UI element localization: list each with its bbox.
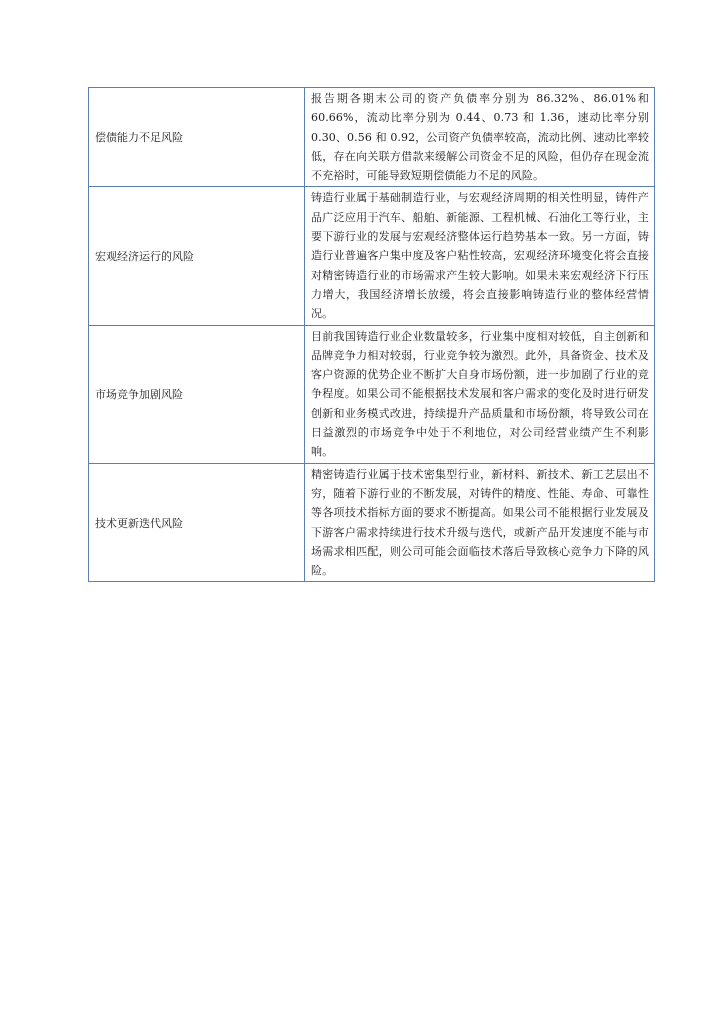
risk-name: 宏观经济运行的风险 bbox=[89, 187, 305, 325]
table-row bbox=[89, 325, 655, 463]
table-row bbox=[89, 187, 655, 325]
risk-name: 偿债能力不足风险 bbox=[89, 88, 305, 187]
risk-factors-table bbox=[88, 87, 655, 582]
risk-description: 报告期各期末公司的资产负债率分别为 86.32%、86.01%和 60.66%，流动比率分别为 0.44、0.73 和 1.36，速动比率分别 0.30、0.56 和 0.92，公司资产负债率较高，流动比例、速动比率较低，存在向关联方借款来缓解公司资金不足的风险，但仍存在现金流不充裕时，可能导致短期偿债能力不足的风险。 bbox=[305, 88, 655, 187]
risk-name: 市场竞争加剧风险 bbox=[89, 325, 305, 463]
table-row bbox=[89, 463, 655, 582]
table-row bbox=[89, 88, 655, 187]
risk-description: 铸造行业属于基础制造行业，与宏观经济周期的相关性明显，铸件产品广泛应用于汽车、船舶、新能源、工程机械、石油化工等行业，主要下游行业的发展与宏观经济整体运行趋势基本一致。另一方面，铸造行业普遍客户集中度及客户粘性较高，宏观经济环境变化将会直接对精密铸造行业的市场需求产生较大影响。如果未来宏观经济下行压力增大，我国经济增长放缓，将会直接影响铸造行业的整体经营情况。 bbox=[305, 187, 655, 325]
risk-description: 目前我国铸造行业企业数量较多，行业集中度相对较低，自主创新和品牌竞争力相对较弱，行业竞争较为激烈。此外，具备资金、技术及客户资源的优势企业不断扩大自身市场份额，进一步加剧了行业的竞争程度。如果公司不能根据技术发展和客户需求的变化及时进行研发创新和业务模式改进，持续提升产品质量和市场份额，将导致公司在日益激烈的市场竞争中处于不利地位，对公司经营业绩产生不利影响。 bbox=[305, 325, 655, 463]
risk-description: 精密铸造行业属于技术密集型行业，新材料、新技术、新工艺层出不穷，随着下游行业的不断发展，对铸件的精度、性能、寿命、可靠性等各项技术指标方面的要求不断提高。如果公司不能根据行业发展及下游客户需求持续进行技术升级与迭代，或新产品开发速度不能与市场需求相匹配，则公司可能会面临技术落后导致核心竞争力下降的风险。 bbox=[305, 463, 655, 582]
risk-name: 技术更新迭代风险 bbox=[89, 463, 305, 582]
